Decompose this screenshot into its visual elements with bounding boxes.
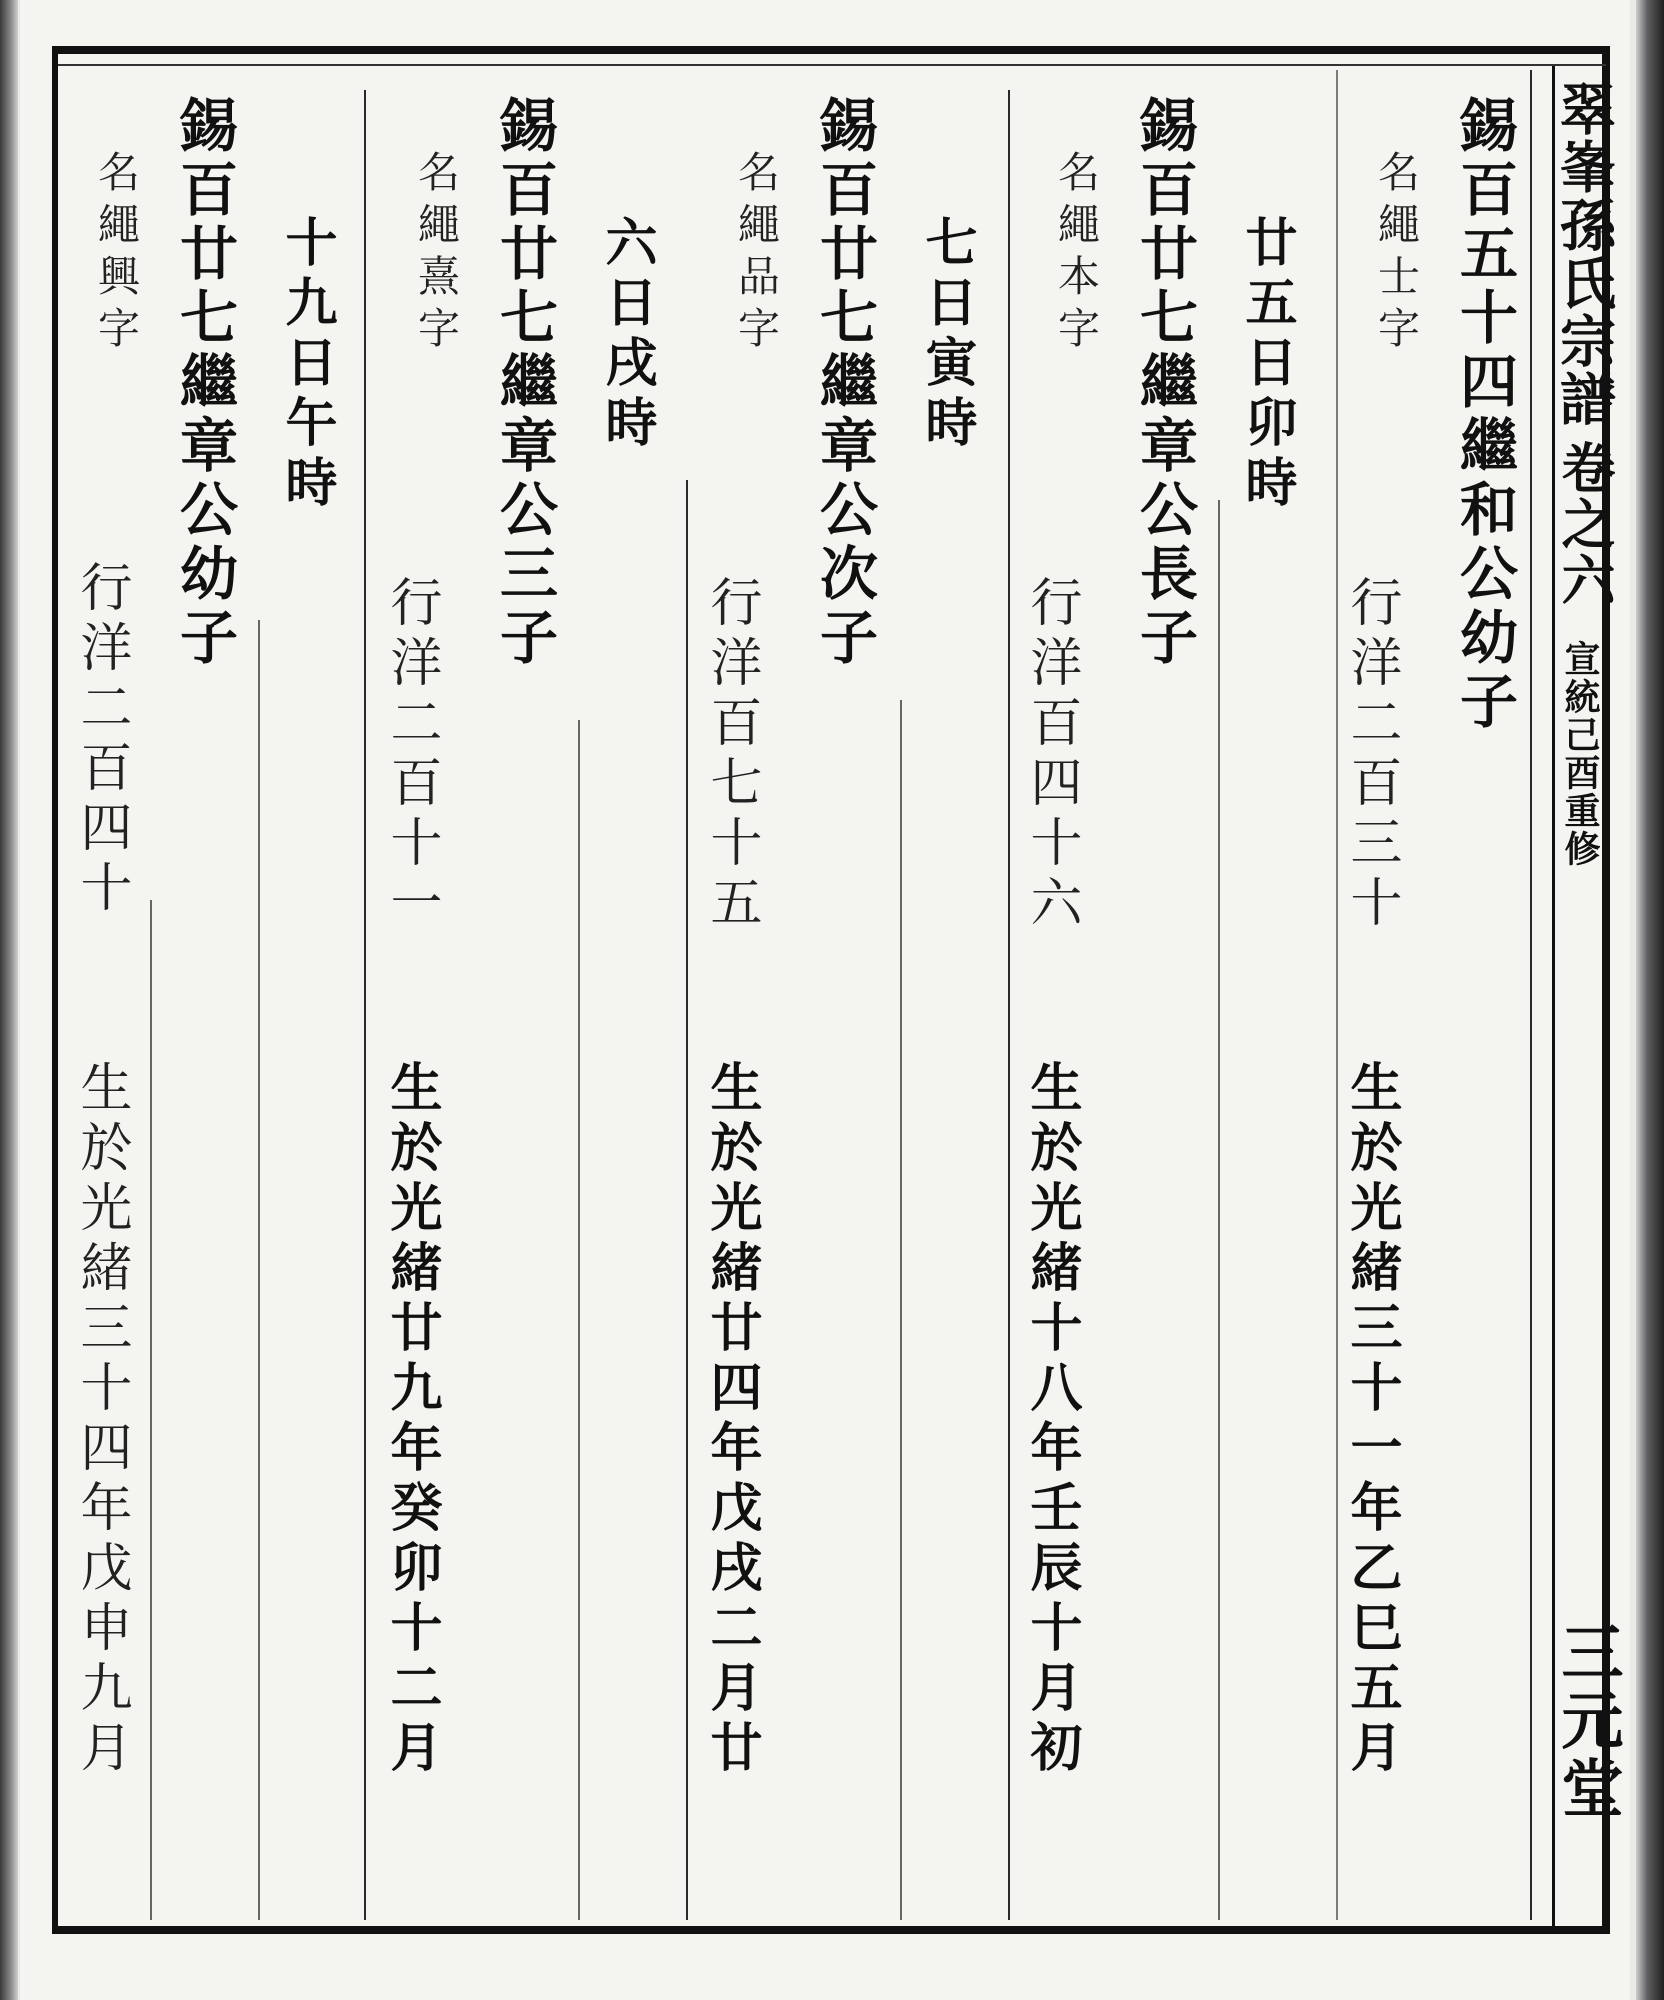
entry-name: 名繩興字 — [92, 150, 141, 358]
entry-heading: 錫百廿七繼章公長子 — [1130, 95, 1198, 671]
entry-birth-continued: 廿五日卯時 — [1236, 215, 1297, 515]
entry-heading: 錫百廿七繼章公三子 — [490, 95, 558, 671]
entry-rank: 行洋二百十一 — [381, 575, 441, 935]
column-rule — [1008, 90, 1010, 1920]
entry-birth-continued: 六日戌時 — [596, 215, 657, 455]
entry-name: 名繩本字 — [1052, 150, 1101, 358]
entry-rank: 行洋二百三十 — [1341, 575, 1401, 935]
column-rule — [258, 620, 260, 1920]
entry-name: 名繩品字 — [732, 150, 781, 358]
entry-name: 名繩熹字 — [412, 150, 461, 358]
genealogy-title: 翠峯孫氏宗譜 — [1551, 80, 1617, 428]
entry-heading: 錫百廿七繼章公次子 — [810, 95, 878, 671]
book-spine-shadow-left — [0, 0, 18, 2000]
column-rule — [686, 480, 688, 1920]
hall-name: 三元堂 — [1551, 1620, 1624, 1824]
entry-birth: 生於光緒廿九年癸卯十二月 — [381, 1060, 442, 1780]
entry-rank: 行洋二百四十 — [71, 560, 131, 920]
entry-birth-continued: 七日寅時 — [916, 215, 977, 455]
entry-rank: 行洋百七十五 — [701, 575, 761, 935]
frame-inner-top-line — [58, 64, 1606, 66]
column-rule — [364, 90, 366, 1920]
entry-birth: 生於光緒三十四年戊申九月 — [71, 1060, 131, 1780]
column-rule — [1530, 70, 1532, 1920]
entry-heading: 錫百廿七繼章公幼子 — [170, 95, 238, 671]
entry-heading: 錫百五十四繼和公幼子 — [1450, 95, 1518, 735]
entry-birth: 生於光緒十八年壬辰十月初 — [1021, 1060, 1082, 1780]
column-rule — [578, 720, 580, 1920]
entry-name: 名繩士字 — [1372, 150, 1421, 358]
entry-birth: 生於光緒廿四年戊戌二月廿 — [701, 1060, 762, 1780]
entry-birth: 生於光緒三十一年乙巳五月 — [1341, 1060, 1402, 1780]
book-edge-shadow-right — [1636, 0, 1664, 2000]
entry-birth-continued: 十九日午時 — [276, 215, 337, 515]
column-rule — [900, 700, 902, 1920]
edition-label: 宣統己酉重修 — [1559, 640, 1601, 868]
column-rule — [150, 900, 152, 1920]
volume-label: 卷之六 — [1553, 440, 1617, 608]
column-rule — [1218, 500, 1220, 1920]
entry-rank: 行洋百四十六 — [1021, 575, 1081, 935]
column-rule — [1336, 70, 1338, 1920]
